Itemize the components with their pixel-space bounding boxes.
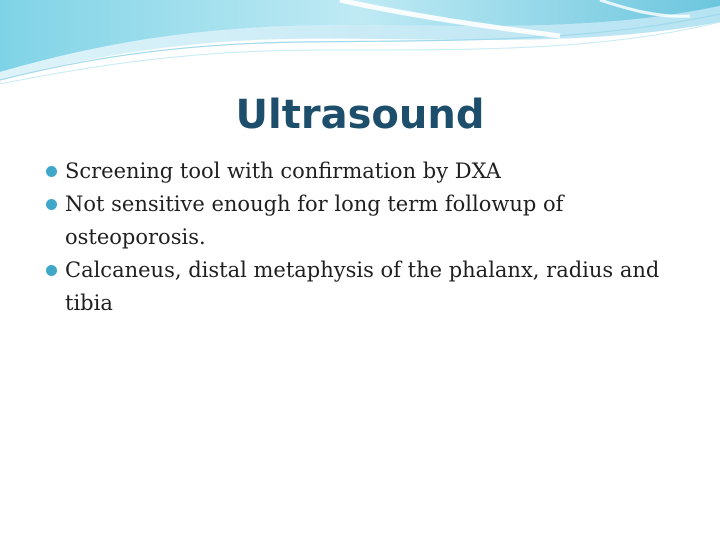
bullet-item <box>46 188 666 254</box>
bullet-dot-icon <box>46 199 57 210</box>
bullet-item <box>46 155 666 188</box>
decorative-wave-header <box>0 0 720 90</box>
bullet-dot-icon <box>46 166 57 177</box>
bullet-text: Not sensitive enough for long term followup of osteoporosis. <box>65 192 564 249</box>
slide-title: Ultrasound <box>235 92 485 138</box>
bullet-text: Calcaneus, distal metaphysis of the phalanx, radius and tibia <box>65 258 660 315</box>
bullet-list <box>46 155 666 320</box>
bullet-dot-icon <box>46 265 57 276</box>
bullet-text: Screening tool with confirmation by DXA <box>65 159 501 183</box>
bullet-item <box>46 254 666 320</box>
